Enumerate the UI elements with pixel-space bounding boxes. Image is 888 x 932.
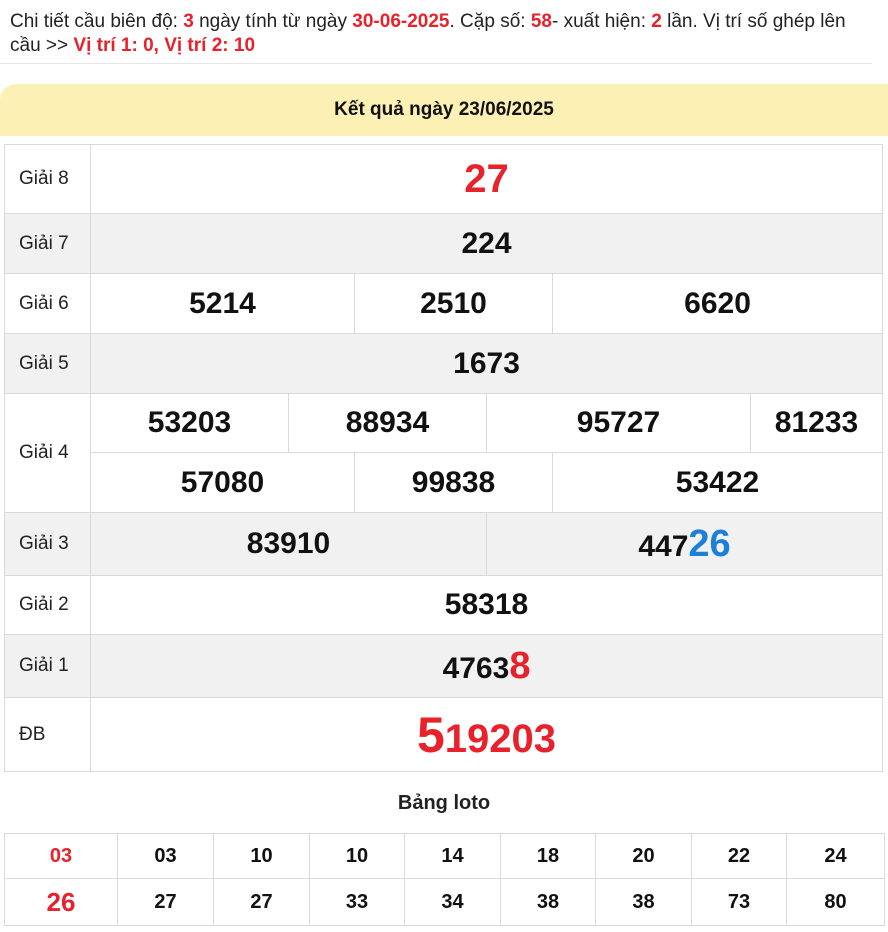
loto-cell: 22 bbox=[692, 834, 787, 879]
giai-1-tail: 8 bbox=[509, 644, 531, 687]
value-giai-4: 99838 bbox=[355, 453, 553, 513]
loto-cell: 03 bbox=[5, 834, 118, 879]
row-giai-3 bbox=[5, 513, 883, 576]
loto-cell: 80 bbox=[787, 879, 885, 926]
info-date: 30-06-2025 bbox=[352, 11, 450, 32]
row-giai-5 bbox=[5, 334, 883, 394]
info-days: 3 bbox=[183, 11, 194, 32]
value-giai-6: 6620 bbox=[553, 274, 883, 334]
value-giai-3 bbox=[487, 513, 883, 576]
label-giai-8: Giải 8 bbox=[5, 145, 91, 214]
info-positions: Vị trí 1: 0, Vị trí 2: 10 bbox=[73, 35, 256, 56]
row-dac-biet bbox=[5, 698, 883, 772]
info-text-2: ngày tính từ ngày bbox=[193, 11, 353, 32]
label-giai-6: Giải 6 bbox=[5, 274, 91, 334]
value-giai-4: 57080 bbox=[91, 453, 355, 513]
loto-cell: 26 bbox=[5, 879, 118, 926]
value-giai-2: 58318 bbox=[91, 576, 883, 635]
loto-cell: 27 bbox=[118, 879, 214, 926]
label-giai-1: Giải 1 bbox=[5, 635, 91, 698]
row-giai-7 bbox=[5, 214, 883, 274]
loto-row-1 bbox=[5, 834, 885, 879]
value-giai-4: 81233 bbox=[751, 394, 883, 453]
info-text-1: Chi tiết cầu biên độ: bbox=[10, 11, 184, 32]
row-giai-4b bbox=[5, 453, 883, 513]
label-dac-biet: ĐB bbox=[5, 698, 91, 772]
info-text-5: lần. Vị trí số ghép lên cầu >> bbox=[10, 11, 846, 56]
giai-3-head: 447 bbox=[638, 529, 689, 563]
loto-row-2 bbox=[5, 879, 885, 926]
db-first-digit: 5 bbox=[416, 706, 445, 763]
results-table bbox=[4, 144, 883, 772]
value-giai-4: 88934 bbox=[289, 394, 487, 453]
loto-cell: 24 bbox=[787, 834, 885, 879]
value-giai-8 bbox=[91, 145, 883, 214]
value-giai-6: 2510 bbox=[355, 274, 553, 334]
giai-8-number: 27 bbox=[464, 156, 509, 201]
loto-cell: 14 bbox=[405, 834, 501, 879]
value-dac-biet bbox=[91, 698, 883, 772]
row-giai-1 bbox=[5, 635, 883, 698]
info-text-4: - xuất hiện: bbox=[551, 11, 652, 32]
value-giai-3: 83910 bbox=[91, 513, 487, 576]
loto-cell: 03 bbox=[118, 834, 214, 879]
loto-cell: 10 bbox=[214, 834, 310, 879]
label-giai-3: Giải 3 bbox=[5, 513, 91, 576]
label-giai-2: Giải 2 bbox=[5, 576, 91, 635]
label-giai-7: Giải 7 bbox=[5, 214, 91, 274]
giai-3-tail: 26 bbox=[688, 522, 731, 565]
loto-cell: 33 bbox=[310, 879, 405, 926]
value-giai-1 bbox=[91, 635, 883, 698]
value-giai-6: 5214 bbox=[91, 274, 355, 334]
db-rest-digits: 19203 bbox=[444, 716, 557, 761]
loto-cell: 27 bbox=[214, 879, 310, 926]
label-giai-4: Giải 4 bbox=[5, 394, 91, 513]
row-giai-6 bbox=[5, 274, 883, 334]
label-giai-5: Giải 5 bbox=[5, 334, 91, 394]
loto-cell: 73 bbox=[692, 879, 787, 926]
info-count: 2 bbox=[651, 11, 662, 32]
value-giai-4: 53203 bbox=[91, 394, 289, 453]
loto-cell: 20 bbox=[596, 834, 692, 879]
loto-cell: 34 bbox=[405, 879, 501, 926]
row-giai-4a bbox=[5, 394, 883, 453]
result-title: Kết quả ngày 23/06/2025 bbox=[0, 84, 888, 136]
cau-info-text bbox=[0, 0, 872, 64]
info-pair: 58 bbox=[530, 11, 552, 32]
loto-cell: 38 bbox=[501, 879, 596, 926]
row-giai-2 bbox=[5, 576, 883, 635]
row-giai-8 bbox=[5, 145, 883, 214]
value-giai-5: 1673 bbox=[91, 334, 883, 394]
loto-title: Bảng loto bbox=[397, 792, 491, 814]
giai-1-head: 4763 bbox=[442, 651, 510, 685]
loto-cell: 10 bbox=[310, 834, 405, 879]
loto-cell: 18 bbox=[501, 834, 596, 879]
loto-table bbox=[4, 833, 885, 926]
loto-cell: 38 bbox=[596, 879, 692, 926]
value-giai-7: 224 bbox=[91, 214, 883, 274]
value-giai-4: 95727 bbox=[487, 394, 751, 453]
value-giai-4: 53422 bbox=[553, 453, 883, 513]
info-text-3: . Cặp số: bbox=[449, 11, 531, 32]
